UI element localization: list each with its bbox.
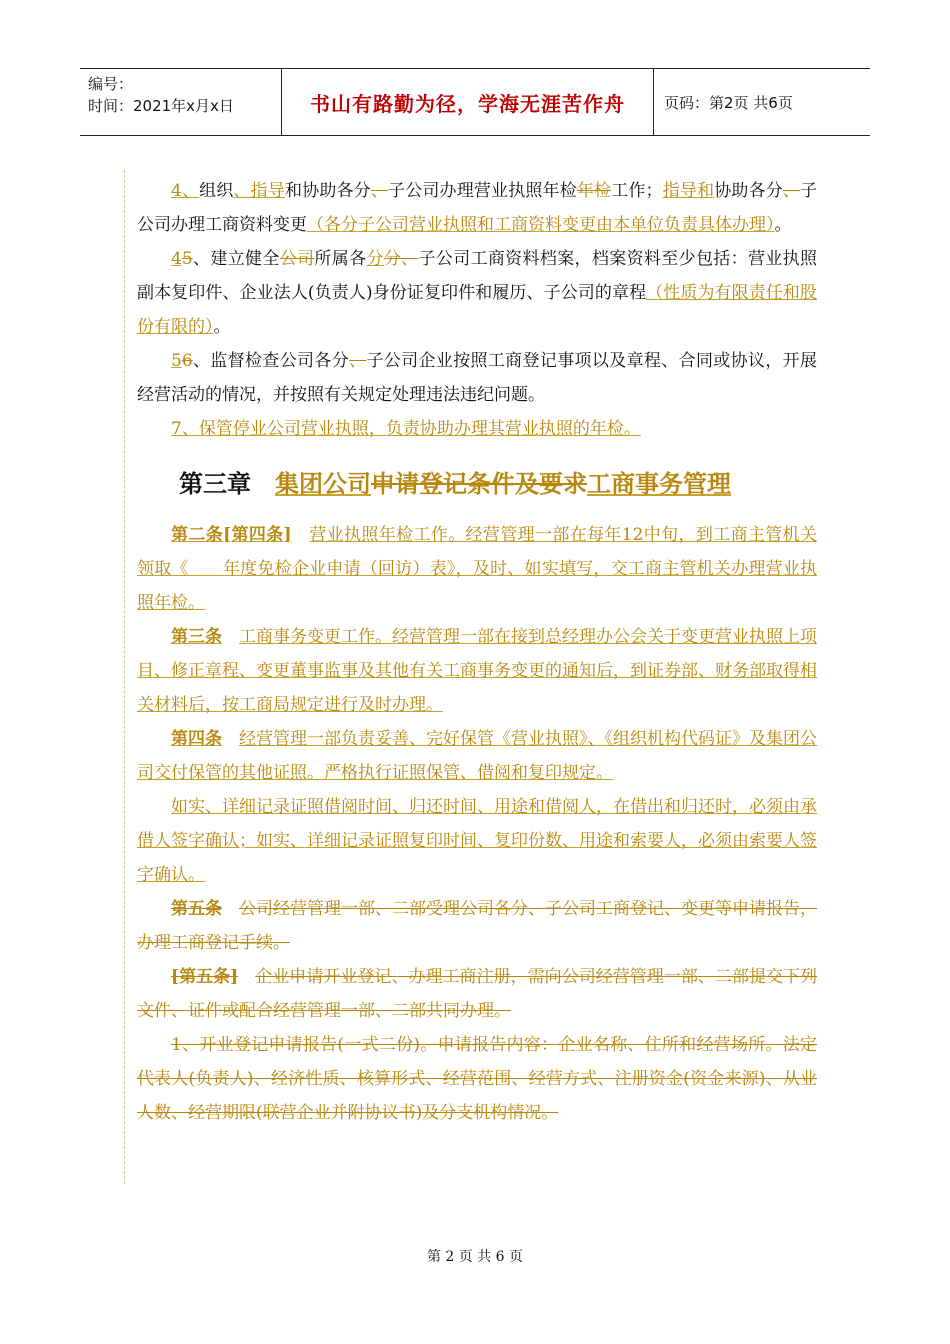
item-5: 45、建立健全公司所属各分分、子公司工商资料档案，档案资料至少包括：营业执照副本复印件、企业法人(负责人)身份证复印件和履历、子公司的章程（性质为有限责任和股份有限的）。 xyxy=(137,249,818,337)
page-footer xyxy=(0,1246,950,1266)
header-motto-cell xyxy=(282,69,654,135)
doc-time: 时间：2021年x月x日 xyxy=(88,97,234,115)
article-4: 第四条 经营管理一部负责妥善、完好保管《营业执照》、《组织机构代码证》及集团公司交付保管的其他证照。严格执行证照保管、借阅和复印规定。 xyxy=(137,729,817,783)
item-7: 7、保管停业公司营业执照，负责协助办理其营业执照的年检。 xyxy=(171,419,641,439)
revision-margin-bar xyxy=(124,170,125,1184)
article-5-alt: [第五条] 企业申请开业登记、办理工商注册，需向公司经营管理一部、二部提交下列文件、证件或配合经营管理一部、二部共同办理。 xyxy=(137,967,818,1021)
page-info-text: 页码：第2页 共6页 xyxy=(664,93,793,112)
header-page-info xyxy=(654,69,870,135)
article-5: 第五条 公司经营管理一部、二部受理公司各分、子公司工商登记、变更等申请报告，办理工商登记手续。 xyxy=(137,899,817,953)
article-4-detail: 如实、详细记录证照借阅时间、归还时间、用途和借阅人，在借出和归还时，必须由承借人签字确认；如实、详细记录证照复印时间、复印份数、用途和索要人，必须由索要人签字确认。 xyxy=(137,797,817,885)
chapter-heading: 第三章 集团公司申请登记条件及要求工商事务管理 xyxy=(179,470,731,498)
article-2: 第二条[第四条] 营业执照年检工作。经营管理一部在每年12中旬，到工商主管机关领取《 年度免检企业申请（回访）表》，及时、如实填写，交工商主管机关办理营业执照年检。 xyxy=(137,525,817,613)
item-6: 56、监督检查公司各分、子公司企业按照工商登记事项以及章程、合同或协议，开展经营活动的情况，并按照有关规定处理违法违纪问题。 xyxy=(137,351,818,405)
page-header xyxy=(80,68,870,136)
header-motto: 书山有路勤为径，学海无涯苦作舟 xyxy=(310,91,625,116)
document-body xyxy=(137,174,817,1130)
header-meta xyxy=(80,69,282,135)
footer-page-number: 第 2 页 共 6 页 xyxy=(426,1249,524,1265)
doc-number: 编号： xyxy=(88,75,134,93)
article-3: 第三条 工商事务变更工作。经营管理一部在接到总经理办公会关于变更营业执照上项目、修正章程、变更董事监事及其他有关工商事务变更的通知后，到证券部、财务部取得相关材料后，按工商局规定进行及时办理。 xyxy=(137,627,817,715)
item-4: 4、组织、指导和协助各分、子公司办理营业执照年检年检工作；指导和协助各分、子公司办理工商资料变更（各分子公司营业执照和工商资料变更由本单位负责具体办理）。 xyxy=(137,181,818,235)
article-5-item-1: 1、开业登记申请报告(一式二份)。申请报告内容：企业名称、住所和经营场所。法定代表人(负责人)、经济性质、核算形式、经营范围、经营方式、注册资金(资金来源)、从业人数、经营期限(联营企业并附协议书)及分支机构情况。 xyxy=(137,1035,817,1123)
